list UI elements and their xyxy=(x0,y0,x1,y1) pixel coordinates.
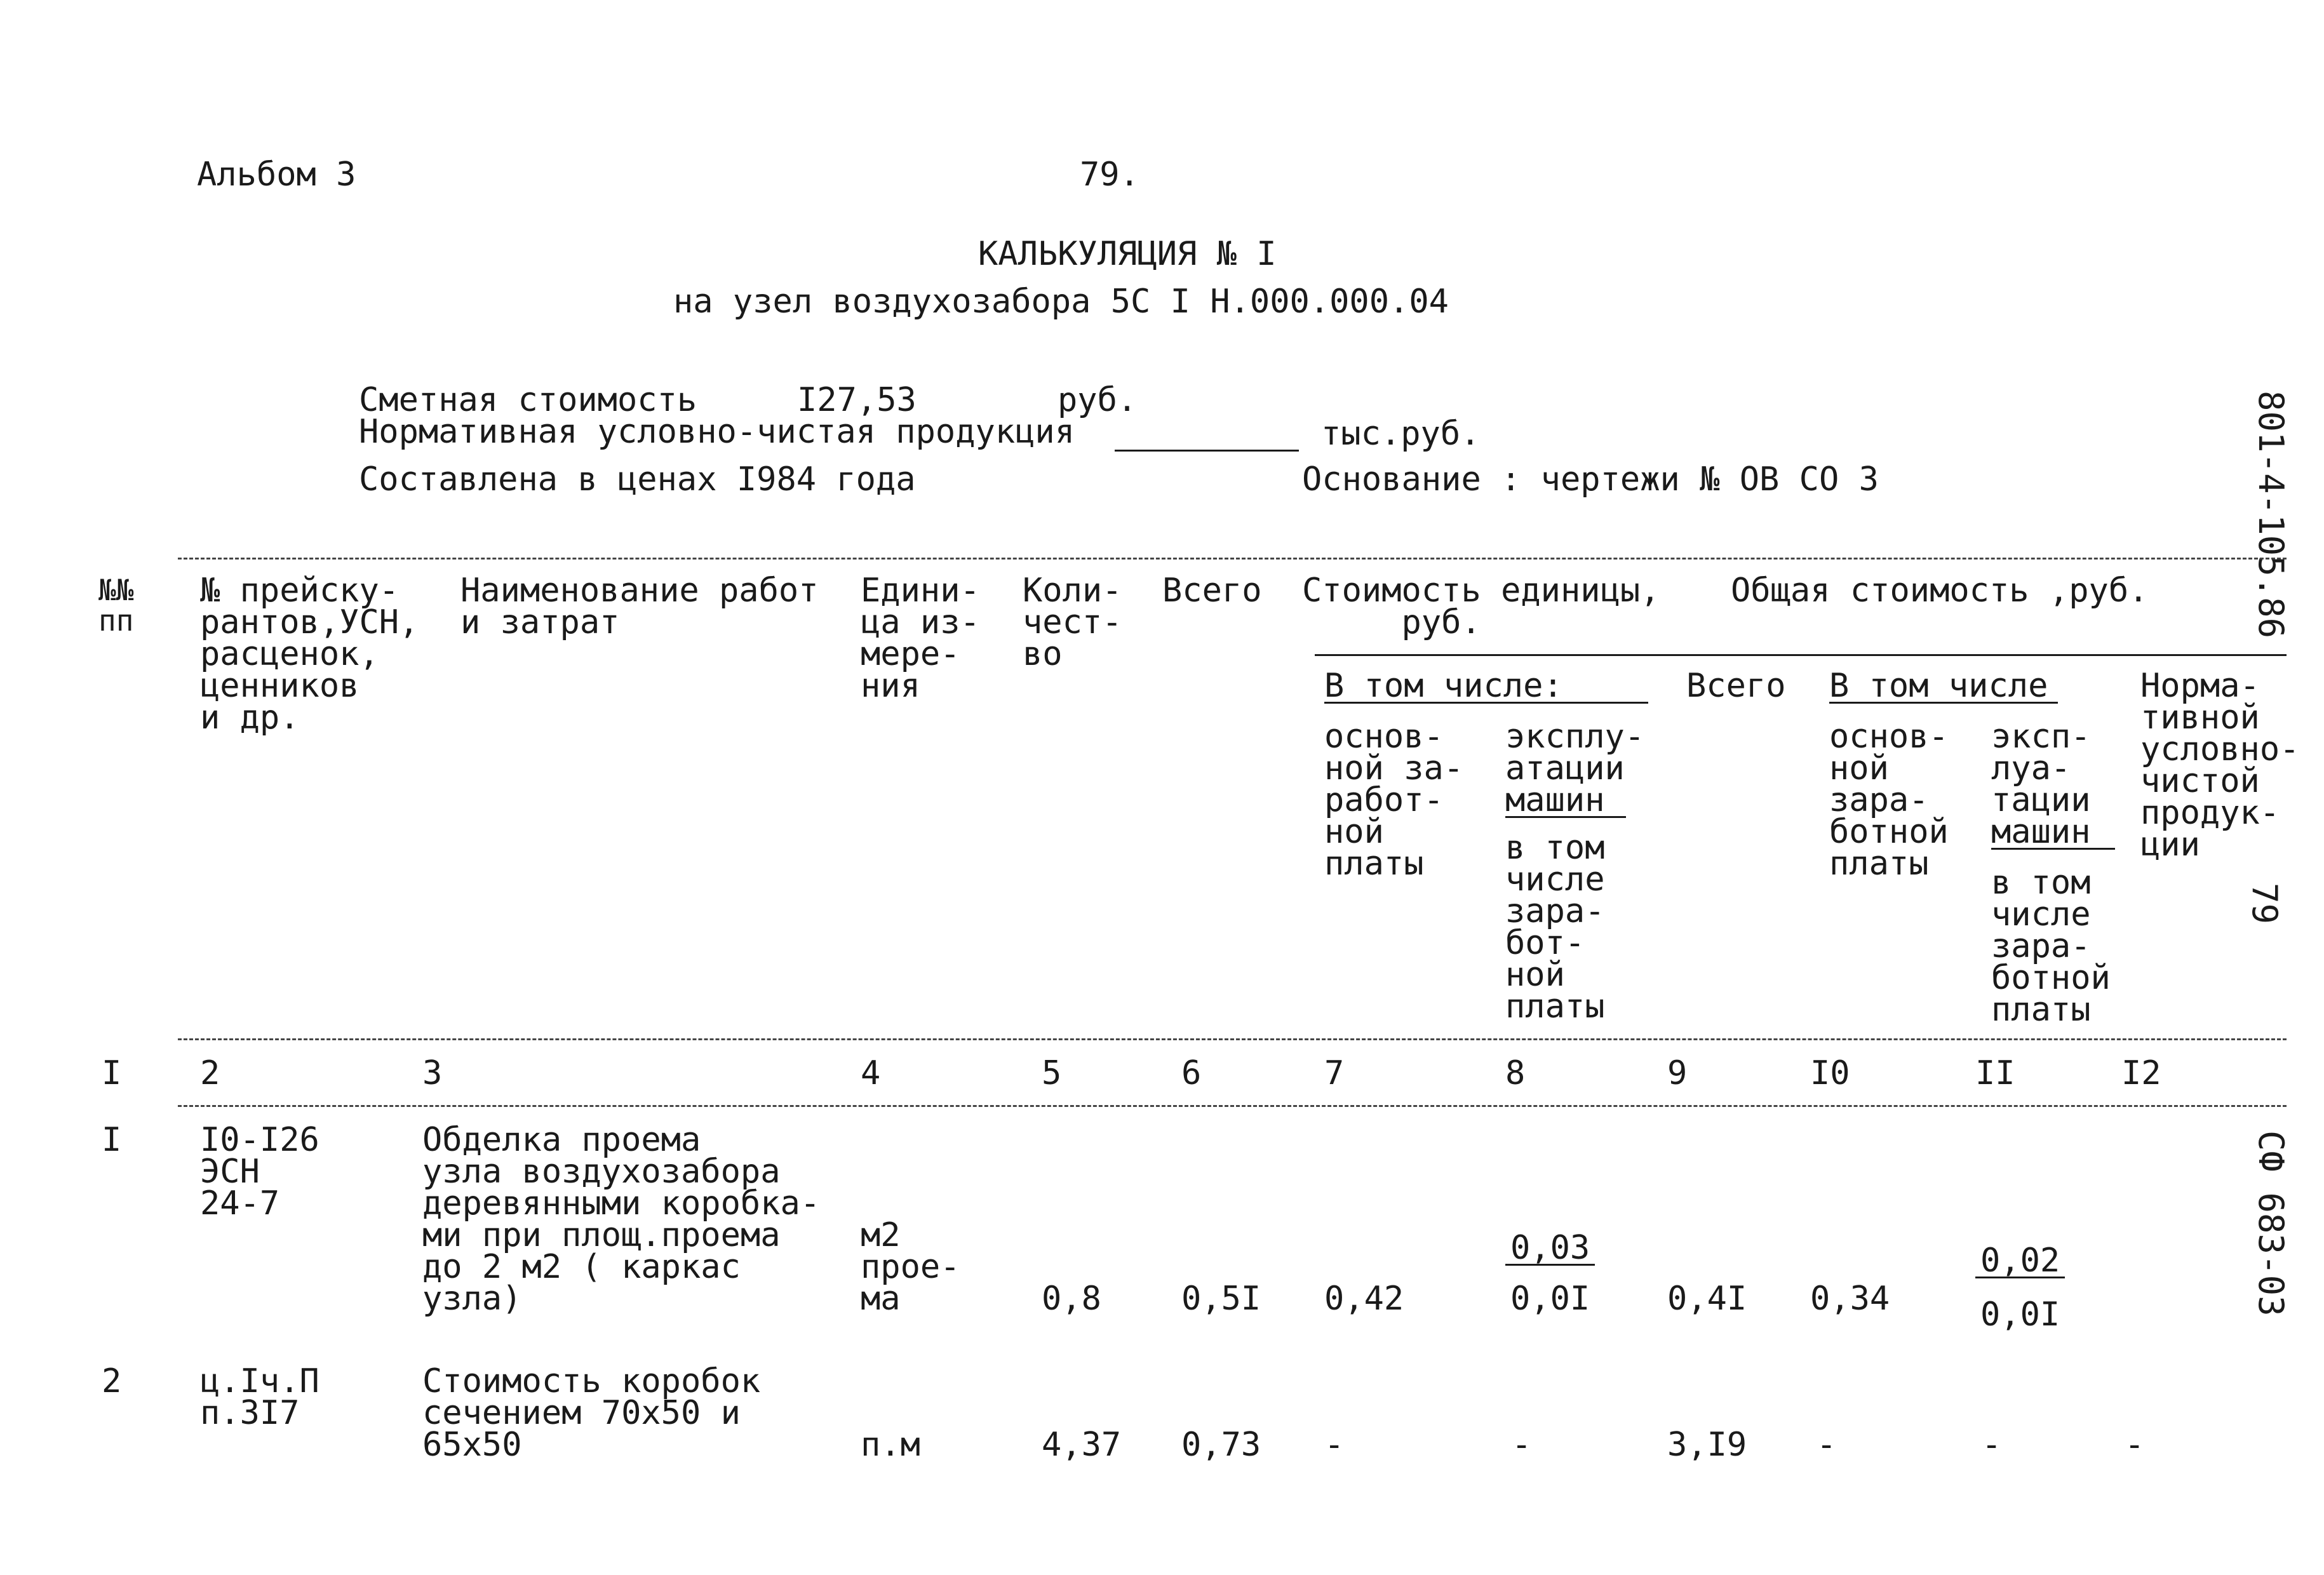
column-number: 6 xyxy=(1181,1054,1202,1092)
column-number: 5 xyxy=(1042,1054,1062,1092)
header-incl-unit: В том числе: xyxy=(1324,670,1648,704)
estimated-cost-value: I27,53 xyxy=(797,381,917,419)
header-quantity: Коли- чест- во xyxy=(1023,572,1122,673)
column-numbers-rule xyxy=(178,1105,2287,1107)
row-1-machine-cost: 0,03 xyxy=(1505,1232,1595,1266)
basis-line: Основание : чертежи № ОВ СО 3 xyxy=(1302,460,1879,499)
row-1-total-machine-wages: 0,0I xyxy=(1980,1296,2060,1334)
header-total-machine-wages: в том числе зара- ботной платы xyxy=(1991,864,2111,1029)
document-subtitle: на узел воздухозабора 5С I Н.000.000.04 xyxy=(673,283,1449,321)
album-label: Альбом 3 xyxy=(197,156,356,194)
column-number: 3 xyxy=(422,1054,443,1092)
header-total-cost-group: Общая стоимость ,руб. xyxy=(1731,572,2149,610)
side-stamp-page: 79 xyxy=(2245,883,2285,925)
row-2-code: ц.Iч.П п.3I7 xyxy=(200,1362,319,1432)
row-1-basic-wages: 0,42 xyxy=(1324,1280,1404,1318)
row-2-net-production: - xyxy=(2125,1426,2145,1464)
page-number: 79. xyxy=(1080,156,1139,194)
header-total-machine-operation: эксп- луа- тации xyxy=(1991,718,2091,819)
row-1-total: 0,5I xyxy=(1181,1280,1261,1318)
header-net-production: Норма- тивной условно- чистой продук- ции xyxy=(2140,667,2300,864)
side-stamp-code: СФ 683-03 xyxy=(2251,1130,2291,1317)
column-number: II xyxy=(1975,1054,2015,1092)
header-total: Всего xyxy=(1162,572,1262,610)
header-machine-wages: в том числе зара- бот- ной платы xyxy=(1505,829,1605,1026)
side-stamp-series: 801-4-105.86 xyxy=(2251,391,2291,639)
column-number: I0 xyxy=(1810,1054,1850,1092)
row-1-quantity: 0,8 xyxy=(1042,1280,1101,1318)
column-number: 9 xyxy=(1667,1054,1688,1092)
estimated-cost-label: Сметная стоимость xyxy=(359,381,697,419)
header-machines: машин xyxy=(1505,784,1626,818)
header-total-machines: машин xyxy=(1991,816,2115,850)
row-2-unit: п.м xyxy=(861,1426,920,1464)
document-title: КАЛЬКУЛЯЦИЯ № I xyxy=(978,235,1277,273)
header-work-name: Наименование работ и затрат xyxy=(460,572,819,641)
prices-year-line: Составлена в ценах I984 года xyxy=(359,460,916,499)
row-1-machine-wages: 0,0I xyxy=(1510,1280,1590,1318)
row-1-number: I xyxy=(102,1121,122,1159)
row-2-total-basic-wages: - xyxy=(1817,1426,1837,1464)
header-grand-total: Всего xyxy=(1686,667,1786,705)
row-2-number: 2 xyxy=(102,1362,122,1400)
row-2-work-name: Стоимость коробок сечением 70х50 и 65х50 xyxy=(422,1362,761,1464)
net-production-blank xyxy=(1115,450,1299,452)
row-1-work-name: Обделка проема узла воздухозабора деревянными коробка- ми при площ.проема до 2 м2 ( каркас узла) xyxy=(422,1121,821,1318)
column-number: 8 xyxy=(1505,1054,1526,1092)
header-bottom-rule xyxy=(178,1038,2287,1040)
column-number: I2 xyxy=(2121,1054,2161,1092)
row-2-total-machine-cost: - xyxy=(1982,1426,2002,1464)
column-number: 4 xyxy=(861,1054,881,1092)
table-top-rule xyxy=(178,558,2287,560)
header-machine-operation: эксплу- атации xyxy=(1505,718,1645,788)
header-unit: Едини- ца из- мере- ния xyxy=(861,572,980,705)
header-unit-cost-group: Стоимость единицы, руб. xyxy=(1302,572,1660,641)
row-1-total-basic-wages: 0,34 xyxy=(1810,1280,1890,1318)
header-incl-total: В том числе xyxy=(1829,670,2058,704)
header-row-number: №№ пп xyxy=(98,573,134,638)
net-production-unit: тыс.руб. xyxy=(1321,415,1481,453)
row-1-grand-total: 0,4I xyxy=(1667,1280,1747,1318)
row-2-machine-cost: - xyxy=(1512,1426,1532,1464)
cost-group-rule xyxy=(1315,654,2287,656)
net-production-label: Нормативная условно-чистая продукция xyxy=(359,413,1075,451)
header-price-list: № прейску- рантов,УСН, расценок, ценников и др. xyxy=(200,572,419,737)
column-number: I xyxy=(102,1054,122,1092)
row-1-code: I0-I26 ЭСН 24-7 xyxy=(200,1121,319,1223)
column-number: 7 xyxy=(1324,1054,1345,1092)
header-total-basic-wages: основ- ной зара- ботной платы xyxy=(1829,718,1949,883)
row-2-basic-wages: - xyxy=(1324,1426,1345,1464)
header-basic-wages: основ- ной за- работ- ной платы xyxy=(1324,718,1464,883)
row-2-total: 0,73 xyxy=(1181,1426,1261,1464)
row-2-grand-total: 3,I9 xyxy=(1667,1426,1747,1464)
row-2-quantity: 4,37 xyxy=(1042,1426,1122,1464)
column-number: 2 xyxy=(200,1054,220,1092)
estimated-cost-unit: руб. xyxy=(1058,381,1138,419)
row-1-unit: м2 прое- ма xyxy=(861,1216,960,1318)
row-1-total-machine-cost: 0,02 xyxy=(1975,1245,2065,1278)
